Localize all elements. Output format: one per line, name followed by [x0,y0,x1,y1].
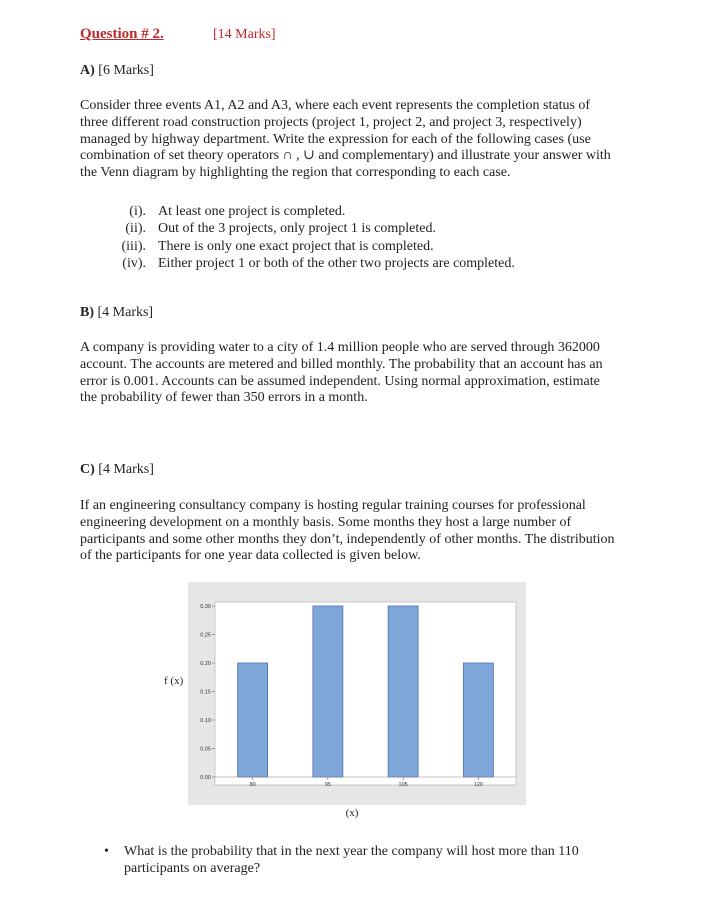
y-tick-label: 0.15 [200,689,211,696]
part-a-line: managed by highway department. Write the expression for each of the following cases (use [80,131,591,147]
y-axis-label: f (x) [164,675,184,687]
distribution-bar-chart [160,580,530,820]
part-b-marks: [4 Marks] [97,305,154,320]
part-b-heading [80,305,153,321]
y-tick-label: 0.05 [200,746,211,753]
part-a-heading [80,63,154,79]
part-a-paragraph [80,98,642,182]
part-a-marks: [6 Marks] [98,63,154,78]
list-item-number: (ii). [125,221,146,237]
list-item-text: Either project 1 or both of the other two projects are completed. [158,256,515,272]
list-item-text: There is only one exact project that is completed. [158,238,434,254]
part-c-line: participants and some other months they don’t, independently of other months. The distribution [80,531,615,547]
y-tick-label: 0.00 [200,775,211,781]
part-c-line: of the participants for one year data collected is given below. [80,548,421,564]
bullet-line: What is the probability that in the next year the company will host more than 110 [124,844,579,859]
list-item-text: At least one project is completed. [158,204,346,219]
part-a-line: the Venn diagram by highlighting the region that corresponding to each case. [80,165,511,181]
part-a-label: A) [80,63,95,78]
part-c-heading [80,462,154,478]
list-item [110,203,515,220]
part-c-line: If an engineering consultancy company is hosting regular training courses for professional [80,498,586,513]
part-a-line: combination of set theory operators ∩ , ∪ and complementary) and illustrate your answer with [80,148,611,164]
list-item-number: (i). [129,204,146,219]
part-a-line: three different road construction projects (project 1, project 2, and project 3, respectively) [80,114,582,130]
list-item [110,255,515,272]
bar [313,606,343,777]
part-b-line: the probability of fewer than 350 errors in a month. [80,390,368,406]
bar [388,606,418,777]
part-b-line: account. The accounts are metered and billed monthly. The probability that an account has an [80,356,603,372]
part-c-paragraph [80,498,642,565]
part-b-paragraph [80,340,642,407]
bullet-text [124,843,624,877]
list-item-text: Out of the 3 projects, only project 1 is completed. [158,221,436,237]
part-b-line: A company is providing water to a city of 1.4 million people who are served through 362000 [80,340,600,355]
part-b-line: error is 0.001. Accounts can be assumed independent. Using normal approximation, estimate [80,373,600,389]
part-a-list [110,203,515,273]
y-tick-label: 0.10 [200,718,211,724]
part-c-marks: [4 Marks] [98,462,154,477]
bar [238,663,268,777]
x-tick-label: 80 [249,782,256,788]
bullet-line: participants on average? [124,861,261,876]
y-tick-label: 0.30 [200,604,211,610]
question-title: Question # 2. [80,26,164,42]
bar [463,663,493,777]
x-tick-label: 105 [398,782,408,788]
part-c-label: C) [80,462,95,477]
list-item [110,220,515,237]
x-tick-label: 120 [473,782,483,788]
x-tick-label: 95 [324,782,331,788]
x-axis-label: (x) [345,807,359,819]
list-item [110,238,515,255]
part-a-line: Consider three events A1, A2 and A3, where each event represents the completion status of [80,98,591,113]
list-item-number: (iv). [122,256,146,272]
bullet-dot: • [104,844,109,859]
part-c-line: engineering development on a monthly basis. Some months they host a large number of [80,514,572,530]
list-item-number: (iii). [121,238,146,254]
part-b-label: B) [80,305,94,320]
y-tick-label: 0.20 [200,661,211,667]
y-tick-label: 0.25 [200,632,211,639]
question-marks: [14 Marks] [213,27,276,42]
